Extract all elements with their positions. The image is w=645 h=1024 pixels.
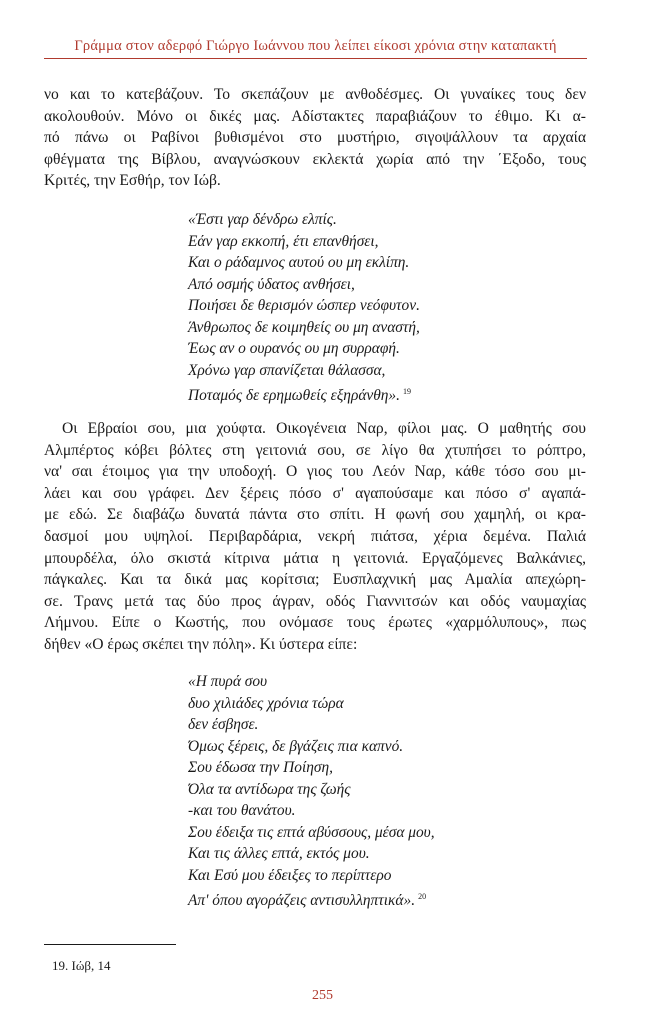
poem-line: Έως αν ο ουρανός ου μη συρραφή. [188, 340, 400, 357]
poem-line: Ποιήσει δε θερισμόν ώσπερ νεόφυτον. [188, 297, 420, 314]
poem-line: Άνθρωπος δε κοιμηθείς ου μη αναστή, [188, 318, 420, 336]
text-line: νο και το κατεβάζουν. Το σκεπάζουν με ανθοδέσμες. Οι γυναίκες τους δεν [44, 86, 586, 103]
text-line: σε. Τρανς μετά τας δύο προς άγραν, οδός Γιαννιτσών και οδός ναυμαχίας [44, 592, 586, 610]
poem-line: -και του θανάτου. [188, 802, 296, 819]
text-line: Κριτές, την Εσθήρ, τον Ιώβ. [44, 172, 221, 190]
poem-line: Και τις άλλες επτά, εκτός μου. [188, 845, 370, 862]
text-line: φθέγματα της Βίβλου, αναγνώσκουν εκλεκτά χωρία από την ΄Εξοδο, τους [44, 150, 586, 168]
poem-line: Και Εσύ μου έδειξες το περίπτερο [188, 866, 392, 884]
poem-line: δεν έσβησε. [188, 716, 259, 733]
poem-line: «Η πυρά σου [188, 673, 268, 690]
footnote-divider [44, 944, 176, 945]
text-line: Λήμνου. Είπε ο Κωστής, που ονόμασε τους έρωτες «χαρμόλυπους», πως [44, 614, 586, 632]
poem-line: Εάν γαρ εκκοπή, έτι επανθήσει, [188, 232, 379, 250]
footnote-ref-19[interactable]: 19 [402, 387, 411, 396]
poem-line: Όλα τα αντίδωρα της ζωής [188, 780, 351, 798]
poem-line-final [188, 381, 420, 407]
poem-line-text: Ποταμός δε ερημωθείς εξηράνθη». [188, 387, 400, 404]
paragraph-continued [44, 84, 586, 192]
running-header: Γράμμα στον αδερφό Γιώργο Ιωάννου που λείπει είκοσι χρόνια στην καταπακτή [44, 38, 587, 59]
text-line: Οι Εβραίοι σου, μια χούφτα. Οικογένεια Ναρ, φίλοι μας. Ο μαθητής σου [62, 420, 586, 437]
text-line: να' σαι έτοιμος για την υποδοχή. Ο γιος του Λεόν Ναρ, κάθε τόσο σου μι- [44, 463, 586, 481]
poem-line: Και ο ράδαμνος αυτού ου μη εκλίπη. [188, 254, 410, 271]
text-line: Αλμπέρτος κόβει βόλτες στη γειτονιά σου, σε λίγο θα χτυπήσει το ρόπτρο, [44, 441, 586, 459]
poem-quote-kostis [188, 671, 435, 912]
footnote-ref-20[interactable]: 20 [418, 892, 427, 901]
page-number: 255 [312, 988, 333, 1003]
poem-line: Σου έδωσα την Ποίηση, [188, 759, 333, 776]
text-line: πάγκαλες. Και τα δικά μας κορίτσια; Ευσπλαχνική μας Αμαλία απεχώρη- [44, 571, 586, 589]
text-line: με εδώ. Σε διαβάζω δυνατά πάντα στο σπίτι. Η φωνή σου χαμηλή, οι κρα- [44, 506, 586, 524]
poem-line: Σου έδειξα τις επτά αβύσσους, μέσα μου, [188, 823, 435, 841]
poem-line-text: Απ' όπου αγοράζεις αντισυλληπτικά». [188, 892, 416, 909]
poem-line-final [188, 886, 435, 912]
text-line: δήθεν «Ο έρως σκέπει την πόλη». Κι ύστερα είπε: [44, 635, 358, 653]
poem-line: Από οσμής ύδατος ανθήσει, [188, 275, 355, 293]
text-line: μπουρδέλα, όλο σκιστά κίτρινα μάτια η γειτονιά. Εργαζόμενες Βαλκάνιες, [44, 549, 586, 567]
poem-line: Όμως ξέρεις, δε βγάζεις πια καπνό. [188, 737, 404, 755]
paragraph-body [44, 418, 586, 656]
poem-quote-job [188, 209, 420, 407]
poem-line: Χρόνω γαρ σπανίζεται θάλασσα, [188, 361, 386, 379]
text-line: λάει και σου γράφει. Δεν ξέρεις πόσο σ' αγαπούσαμε και πόσο σ' αγαπά- [44, 484, 586, 502]
poem-line: «Έστι γαρ δένδρω ελπίς. [188, 211, 337, 228]
text-line: δασμοί μου υψηλοί. Περιβαρδάρια, νεκρή πιάτσα, χέρια δεμένα. Παλιά [44, 527, 586, 545]
poem-line: δυο χιλιάδες χρόνια τώρα [188, 694, 344, 712]
footnote-19: 19. Ιώβ, 14 [52, 958, 111, 973]
text-line: ακολουθούν. Μόνο οι δικές μας. Αδίστακτες παραβιάζουν το έθιμο. Κι α- [44, 107, 586, 125]
text-line: πό πάνω οι Ραβίνοι βυθισμένοι στο μυστήριο, σιγοψάλλουν τα αρχαία [44, 129, 586, 147]
